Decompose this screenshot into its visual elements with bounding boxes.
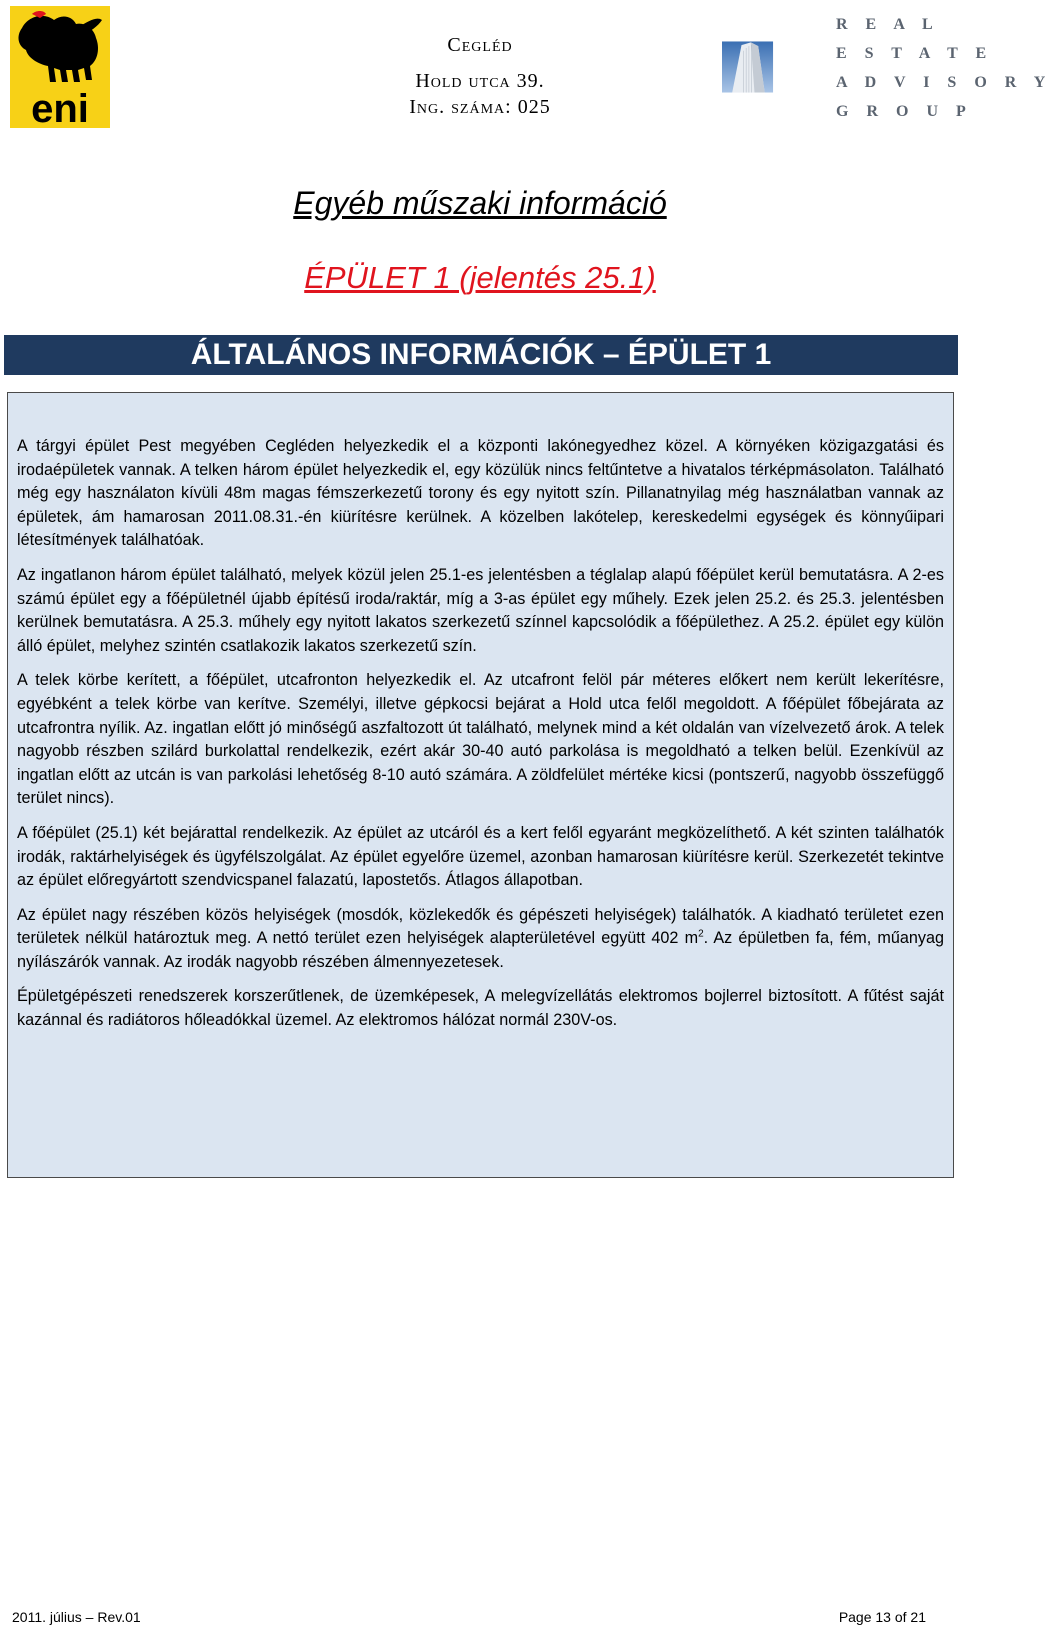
section-banner: ÁLTALÁNOS INFORMÁCIÓK – ÉPÜLET 1	[4, 335, 958, 375]
rea-group-wordmark	[836, 10, 1052, 126]
footer-revision: 2011. július – Rev.01	[12, 1609, 141, 1625]
paragraph-mechanical: Épületgépészeti renedszerek korszerűtlenek, de üzemképesek, A melegvízellátás elektromos bojlerrel biztosított. A fűtést saját kazánnal és radiátoros hőleadókkal üzemel. Az elektromos hálózat normál 230V-os.	[17, 987, 944, 1030]
rea-building-logo	[722, 12, 832, 122]
header-property-number: Ing. száma: 025	[409, 96, 551, 118]
rea-word-group: G R O U P	[836, 103, 973, 120]
rea-word-advisory: A D V I S O R Y	[836, 74, 1052, 91]
area-unit-superscript: 2	[698, 928, 704, 940]
header-city: Cegléd	[447, 34, 513, 56]
rea-word-estate: E S T A T E	[836, 45, 994, 62]
paragraph-location: A tárgyi épület Pest megyében Cegléden helyezkedik el a központi lakónegyedhez közel. A környéken közigazgatási és irodaépületek vannak. A telken három épület helyezkedik el, egy közülük nincs feltűntetve a hivatalos térképmásolaton. Található még egy használaton kívüli 48m magas fémszerkezetű torony és egy nyitott szín. Pillanatnyilag még használatban vannak az épületek, ám hamarosan 2011.08.31.-én kiürítésre kerülnek. A közelben lakótelep, kereskedelmi egységek és könnyűipari létesítmények találhatóak.	[17, 437, 944, 550]
paragraph-areas	[17, 904, 944, 975]
eni-logo-text: eni	[31, 87, 89, 131]
paragraph-site: A telek körbe kerített, a főépület, utcafronton helyezkedik el. Az utcafront felöl pár méteres előkert nem került lekerítésre, egyébként a telek körbe van kerítve. Személyi, illetve gépkocsi bejárat a Hold utca felől megoldott. A főépület főbejárata az utcafrontra nyílik. Az. ingatlan előtt jó minőségű aszfaltozott út található, melynek mind a két oldalán van vízelvezető árok. A telek nagyobb részben szilárd burkolattal rendelkezik, ezért akár 30-40 autó parkolása is megoldható a telken belül. Ezenkívül az ingatlan előtt az utcán is van parkolási lehetőség 8-10 autó számára. A zöldfelület mértéke kicsi (pontszerű, nagyobb összefüggő terület nincs).	[17, 671, 944, 808]
areas-text-b: . Az épületben fa, fém, műanyag nyílászárók vannak. Az irodák nagyobb részében álmennyezetesek.	[17, 929, 944, 971]
header-address: Hold utca 39.	[415, 70, 545, 92]
general-info-box	[7, 392, 954, 1178]
footer-page-number: Page 13 of 21	[838, 1609, 926, 1625]
page-title: Egyéb műszaki információ	[293, 185, 667, 221]
rea-word-real: R E A L	[836, 16, 940, 33]
building-subtitle: ÉPÜLET 1 (jelentés 25.1)	[304, 260, 656, 295]
paragraph-buildings: Az ingatlanon három épület található, melyek közül jelen 25.1-es jelentésben a téglalap alapú főépület kerül bemutatásra. A 2-es számú épület egy a főépületnél újabb építésű iroda/raktár, míg a 3-as épület egy műhely. Ezek jelen 25.2. és 25.3. jelentésben kerülnek bemutatásra. A 25.3. műhely egy nyitott lakatos szerkezetű színnel kapcsolódik a főépülethez. A 25.2. épület egy külön álló épület, melyhez szintén csatlakozik lakatos szerkezetű szín.	[17, 565, 944, 655]
paragraph-main-building: A főépület (25.1) két bejárattal rendelkezik. Az épület az utcáról és a kert felől egyaránt megközelíthető. A két szinten találhatók irodák, raktárhelyiségek és ügyfélszolgálat. Az épület egyelőre üzemel, azonban hamarosan kiürítésre kerül. Szerkezetét tekintve az épület előregyártott szendvicspanel falazatú, lapostetős. Átlagos állapotban.	[17, 823, 944, 890]
areas-text-a: Az épület nagy részében közös helyiségek (mosdók, közlekedők és gépészeti helyiségek) találhatók. A kiadható területet ezen területek nélkül határoztuk meg. A nettó terület ezen helyiségek alapterületével együtt 402 m	[17, 905, 944, 948]
